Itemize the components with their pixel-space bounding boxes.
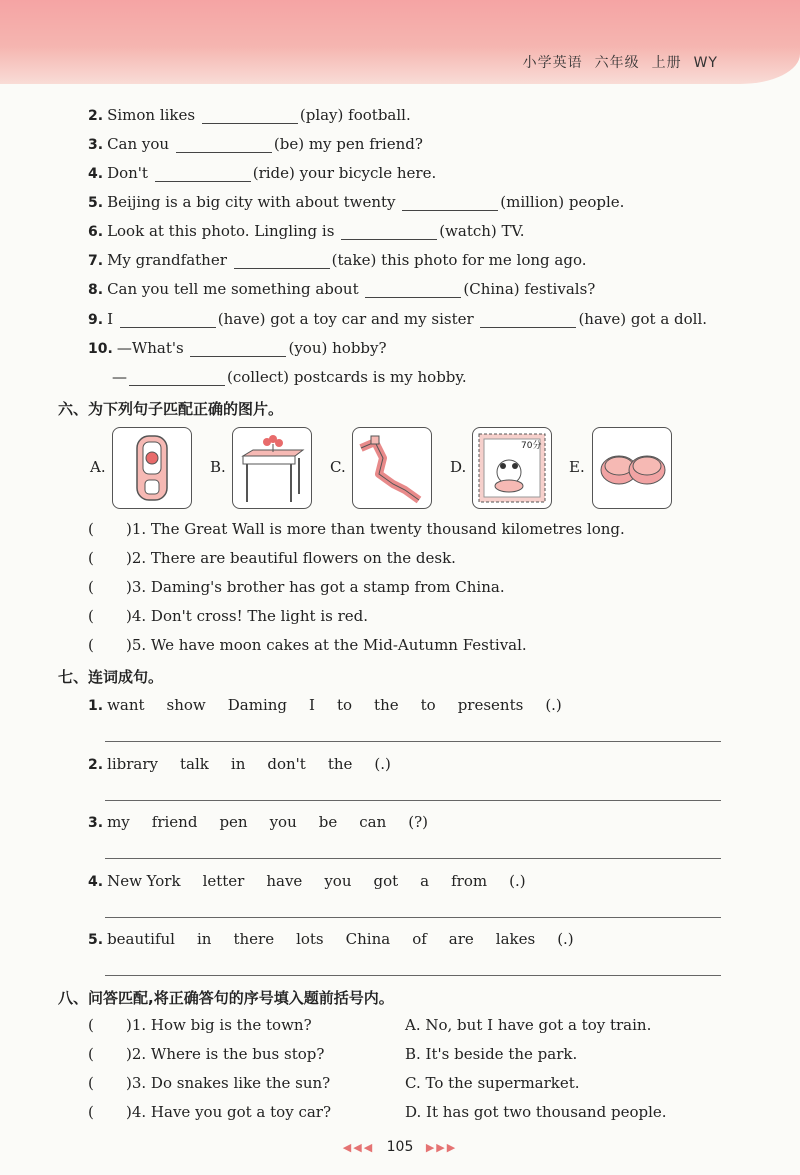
fill-item <box>88 193 624 211</box>
section-8-title: 八、问答匹配,将正确答句的序号填入题前括号内。 <box>58 989 394 1007</box>
scrambled-word: to <box>420 696 436 714</box>
item-number: 3. <box>88 815 104 831</box>
answer-blank[interactable] <box>202 109 298 124</box>
pic-label-e: E. <box>569 458 585 476</box>
answer-blank[interactable] <box>365 283 461 298</box>
item-text: hobby? <box>332 339 387 357</box>
fill-item <box>88 251 587 269</box>
stamp-value: 70分 <box>521 441 542 451</box>
qa-question <box>88 1103 331 1121</box>
item-text: football. <box>348 106 411 124</box>
word-order-item <box>88 755 413 773</box>
hint-word: (million) <box>500 193 565 211</box>
fill-item-10-answer <box>112 368 467 386</box>
fill-item <box>88 280 595 298</box>
scrambled-word: show <box>166 696 206 714</box>
item-text: Don't <box>107 164 148 182</box>
matching-item <box>88 549 456 567</box>
header-info <box>511 52 718 72</box>
item-text: festivals? <box>524 280 596 298</box>
scrambled-word: library <box>107 754 159 773</box>
desk-with-flowers-icon <box>233 428 311 508</box>
fill-item <box>88 106 411 124</box>
item-text: this photo for me long ago. <box>381 251 587 269</box>
qa-answer: C. To the supermarket. <box>405 1074 580 1092</box>
scrambled-word: a <box>420 871 430 890</box>
prev-arrows-icon: ◀◀◀ <box>342 1141 375 1154</box>
answer-bracket[interactable]: ( <box>88 607 94 625</box>
matching-item <box>88 636 527 654</box>
answer-blank[interactable] <box>129 371 225 386</box>
picture-stamp <box>472 427 552 509</box>
item-text: )2. There are beautiful flowers on the desk. <box>126 549 456 567</box>
hint-word: (ride) <box>252 164 295 182</box>
question-text: )2. Where is the bus stop? <box>126 1045 325 1063</box>
scrambled-word: Daming <box>227 696 288 714</box>
pic-label-d: D. <box>450 458 467 476</box>
scrambled-word: there <box>233 930 275 948</box>
item-text: your bicycle here. <box>299 164 437 182</box>
question-text: )3. Do snakes like the sun? <box>126 1074 331 1092</box>
qa-answer: D. It has got two thousand people. <box>405 1103 667 1121</box>
pic-label-c: C. <box>330 458 346 476</box>
hint-word: (China) <box>463 280 520 298</box>
answer-bracket[interactable]: ( <box>88 1016 94 1034</box>
picture-great-wall <box>352 427 432 509</box>
scrambled-word: lakes <box>495 930 536 948</box>
scrambled-word: talk <box>180 754 209 773</box>
answer-bracket[interactable]: ( <box>88 549 94 567</box>
item-text: —What's <box>116 339 184 357</box>
scrambled-word: have <box>266 871 303 890</box>
fill-item-10 <box>88 339 387 357</box>
pic-label-a: A. <box>90 458 106 476</box>
scrambled-word: beautiful <box>107 930 175 948</box>
scrambled-word: (?) <box>408 813 428 831</box>
fill-item <box>88 164 436 182</box>
scrambled-word: (.) <box>374 754 391 773</box>
scrambled-word: in <box>196 930 212 948</box>
fill-item <box>88 222 525 240</box>
qa-answer: A. No, but I have got a toy train. <box>405 1016 652 1034</box>
qa-question <box>88 1074 330 1092</box>
scrambled-word: want <box>107 696 145 714</box>
word-order-item <box>88 813 450 831</box>
item-number: 5. <box>88 195 104 211</box>
item-text: I <box>107 310 113 328</box>
scrambled-word: are <box>448 930 474 948</box>
item-text: Simon likes <box>107 106 196 124</box>
qa-question <box>88 1016 312 1034</box>
scrambled-word: got <box>373 871 399 890</box>
item-text: Can you tell me something about <box>107 280 359 298</box>
item-text: my pen friend? <box>308 135 423 153</box>
hint-word: (be) <box>273 135 305 153</box>
fill-item <box>88 135 423 153</box>
word-order-item <box>88 696 584 714</box>
matching-item <box>88 607 368 625</box>
item-number: 2. <box>88 756 104 773</box>
item-text: got a toy car and my sister <box>270 310 474 328</box>
page-number: 105 <box>386 1139 414 1155</box>
fill-item-9 <box>88 310 707 328</box>
scrambled-word: be <box>318 813 338 831</box>
item-text: Look at this photo. Lingling is <box>107 222 335 240</box>
answer-blank[interactable] <box>480 313 576 328</box>
item-number: 5. <box>88 932 104 948</box>
answer-line[interactable] <box>105 741 721 742</box>
answer-blank[interactable] <box>176 138 272 153</box>
scrambled-word: letter <box>202 871 245 890</box>
scrambled-word: can <box>359 813 387 831</box>
scrambled-word: you <box>324 871 352 890</box>
item-text: postcards is my hobby. <box>293 368 467 386</box>
item-text: — <box>112 368 127 386</box>
item-number: 9. <box>88 312 104 328</box>
hint-word: (have) <box>217 310 266 328</box>
item-number: 3. <box>88 137 104 153</box>
scrambled-word: pen <box>219 813 248 831</box>
scrambled-word: in <box>230 754 246 773</box>
scrambled-word: of <box>412 930 427 948</box>
moon-cakes-icon <box>593 428 671 508</box>
next-arrows-icon: ▶▶▶ <box>425 1141 458 1154</box>
item-text: )5. We have moon cakes at the Mid-Autumn Festival. <box>126 636 527 654</box>
picture-moon-cakes <box>592 427 672 509</box>
hint-word: (play) <box>299 106 344 124</box>
scrambled-word: (.) <box>545 696 562 714</box>
item-text: people. <box>568 193 625 211</box>
item-text: Can you <box>107 135 170 153</box>
item-number: 10. <box>88 341 113 357</box>
question-text: )4. Have you got a toy car? <box>126 1103 332 1121</box>
question-text: )1. How big is the town? <box>126 1016 312 1034</box>
scrambled-word: China <box>345 930 391 948</box>
hint-word: (you) <box>288 339 328 357</box>
great-wall-icon <box>353 428 431 508</box>
scrambled-word: from <box>451 871 488 890</box>
item-text: Beijing is a big city with about twenty <box>107 193 396 211</box>
section-7-title: 七、连词成句。 <box>58 668 164 686</box>
answer-blank[interactable] <box>341 225 437 240</box>
matching-item <box>88 578 505 596</box>
scrambled-word: you <box>269 813 297 831</box>
header-subject: 小学英语 <box>522 55 583 71</box>
answer-blank[interactable] <box>190 342 286 357</box>
answer-blank[interactable] <box>155 167 251 182</box>
answer-bracket[interactable]: ( <box>88 1103 94 1121</box>
hint-word: (take) <box>331 251 377 269</box>
item-text: )3. Daming's brother has got a stamp from China. <box>126 578 505 596</box>
item-number: 4. <box>88 166 104 182</box>
hint-word: (watch) <box>439 222 497 240</box>
scrambled-word: (.) <box>557 930 574 948</box>
scrambled-word: lots <box>296 930 324 948</box>
item-number: 8. <box>88 282 104 298</box>
answer-bracket[interactable]: ( <box>88 1074 94 1092</box>
answer-line[interactable] <box>105 917 721 918</box>
item-text: )4. Don't cross! The light is red. <box>126 607 369 625</box>
header-grade: 六年级 <box>594 55 640 71</box>
scrambled-word: (.) <box>509 871 526 890</box>
scrambled-word: presents <box>457 696 524 714</box>
scrambled-word: don't <box>267 754 306 773</box>
answer-blank[interactable] <box>234 254 330 269</box>
item-text: got a doll. <box>630 310 708 328</box>
hint-word: (have) <box>578 310 627 328</box>
header-volume: 上册 <box>651 55 682 71</box>
answer-bracket[interactable]: ( <box>88 636 94 654</box>
answer-bracket[interactable]: ( <box>88 520 94 538</box>
item-text: )1. The Great Wall is more than twenty thousand kilometres long. <box>126 520 625 538</box>
answer-line[interactable] <box>105 858 721 859</box>
item-number: 6. <box>88 224 104 240</box>
word-order-item <box>88 930 596 948</box>
qa-answer: B. It's beside the park. <box>405 1045 578 1063</box>
matching-item <box>88 520 625 538</box>
scrambled-word: I <box>309 696 315 714</box>
scrambled-word: my <box>107 813 130 831</box>
answer-bracket[interactable]: ( <box>88 1045 94 1063</box>
scrambled-word: to <box>336 696 353 714</box>
item-number: 2. <box>88 108 104 124</box>
answer-blank[interactable] <box>120 313 216 328</box>
pic-label-b: B. <box>210 458 226 476</box>
item-text: My grandfather <box>107 251 227 269</box>
answer-line[interactable] <box>105 800 721 801</box>
scrambled-word: New York <box>107 871 181 890</box>
scrambled-word: friend <box>151 813 198 831</box>
word-order-item <box>88 872 548 890</box>
scrambled-word: the <box>374 696 399 714</box>
item-number: 1. <box>88 698 104 714</box>
item-number: 7. <box>88 253 104 269</box>
answer-blank[interactable] <box>402 196 498 211</box>
traffic-light-icon <box>113 428 191 508</box>
answer-bracket[interactable]: ( <box>88 578 94 596</box>
section-6-title: 六、为下列句子匹配正确的图片。 <box>58 400 284 418</box>
picture-desk-flowers <box>232 427 312 509</box>
answer-line[interactable] <box>105 975 721 976</box>
picture-traffic-light <box>112 427 192 509</box>
hint-word: (collect) <box>227 368 290 386</box>
item-text: TV. <box>501 222 525 240</box>
header-edition: WY <box>693 55 718 71</box>
scrambled-word: the <box>327 754 353 773</box>
qa-question <box>88 1045 324 1063</box>
page-footer <box>0 1139 800 1155</box>
item-number: 4. <box>88 873 104 890</box>
